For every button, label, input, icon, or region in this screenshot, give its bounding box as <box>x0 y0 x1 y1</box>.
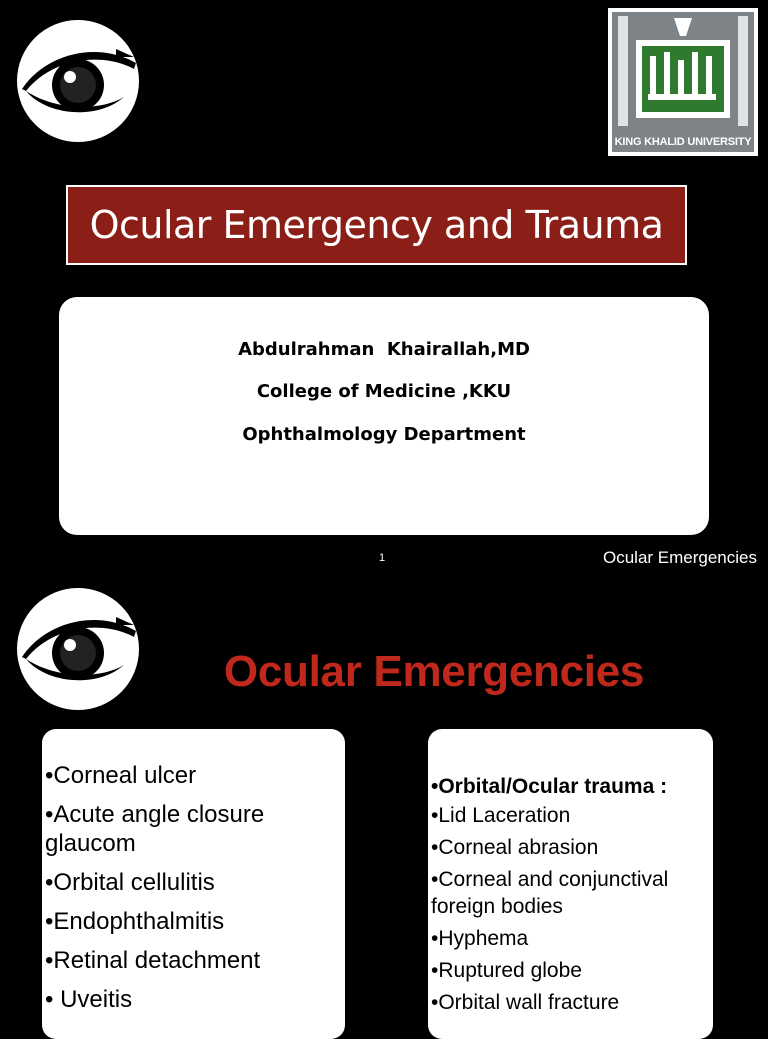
slide-footer: Ocular Emergencies <box>602 548 757 567</box>
trauma-header: •Orbital/Ocular trauma : <box>431 775 668 798</box>
university-name: KING KHALID UNIVERSITY <box>614 136 752 148</box>
list-item: •Corneal ulcer <box>45 762 197 789</box>
list-item: •Orbital wall fracture <box>431 991 620 1014</box>
conditions-list <box>45 761 341 1024</box>
title-banner <box>66 185 687 265</box>
list-item: •Orbital cellulitis <box>45 869 215 896</box>
slide-2-title: Ocular Emergencies <box>223 647 645 696</box>
conditions-card <box>42 729 345 1039</box>
trauma-card <box>428 729 713 1039</box>
slide-title: Ocular Emergency and Trauma <box>89 203 664 247</box>
list-item: •Lid Laceration <box>431 804 571 827</box>
author-department: Ophthalmology Department <box>242 424 526 445</box>
trauma-list <box>431 802 711 1021</box>
list-item: •Retinal detachment <box>45 947 261 974</box>
list-item: •Endophthalmitis <box>45 908 225 935</box>
list-item: • Uveitis <box>45 986 133 1013</box>
eye-icon <box>16 19 140 143</box>
university-logo <box>608 8 758 156</box>
author-card <box>59 297 709 535</box>
list-item: •Hyphema <box>431 927 529 950</box>
list-item: •Corneal abrasion <box>431 836 599 859</box>
author-name: Abdulrahman Khairallah,MD <box>238 339 530 360</box>
university-emblem-icon <box>612 12 754 130</box>
author-college: College of Medicine ,KKU <box>256 381 512 402</box>
list-item: •Acute angle closure glaucom <box>45 801 265 857</box>
slide-number: 1 <box>379 552 386 564</box>
list-item: •Corneal and conjunctival foreign bodies <box>431 868 669 918</box>
list-item: •Ruptured globe <box>431 959 582 982</box>
